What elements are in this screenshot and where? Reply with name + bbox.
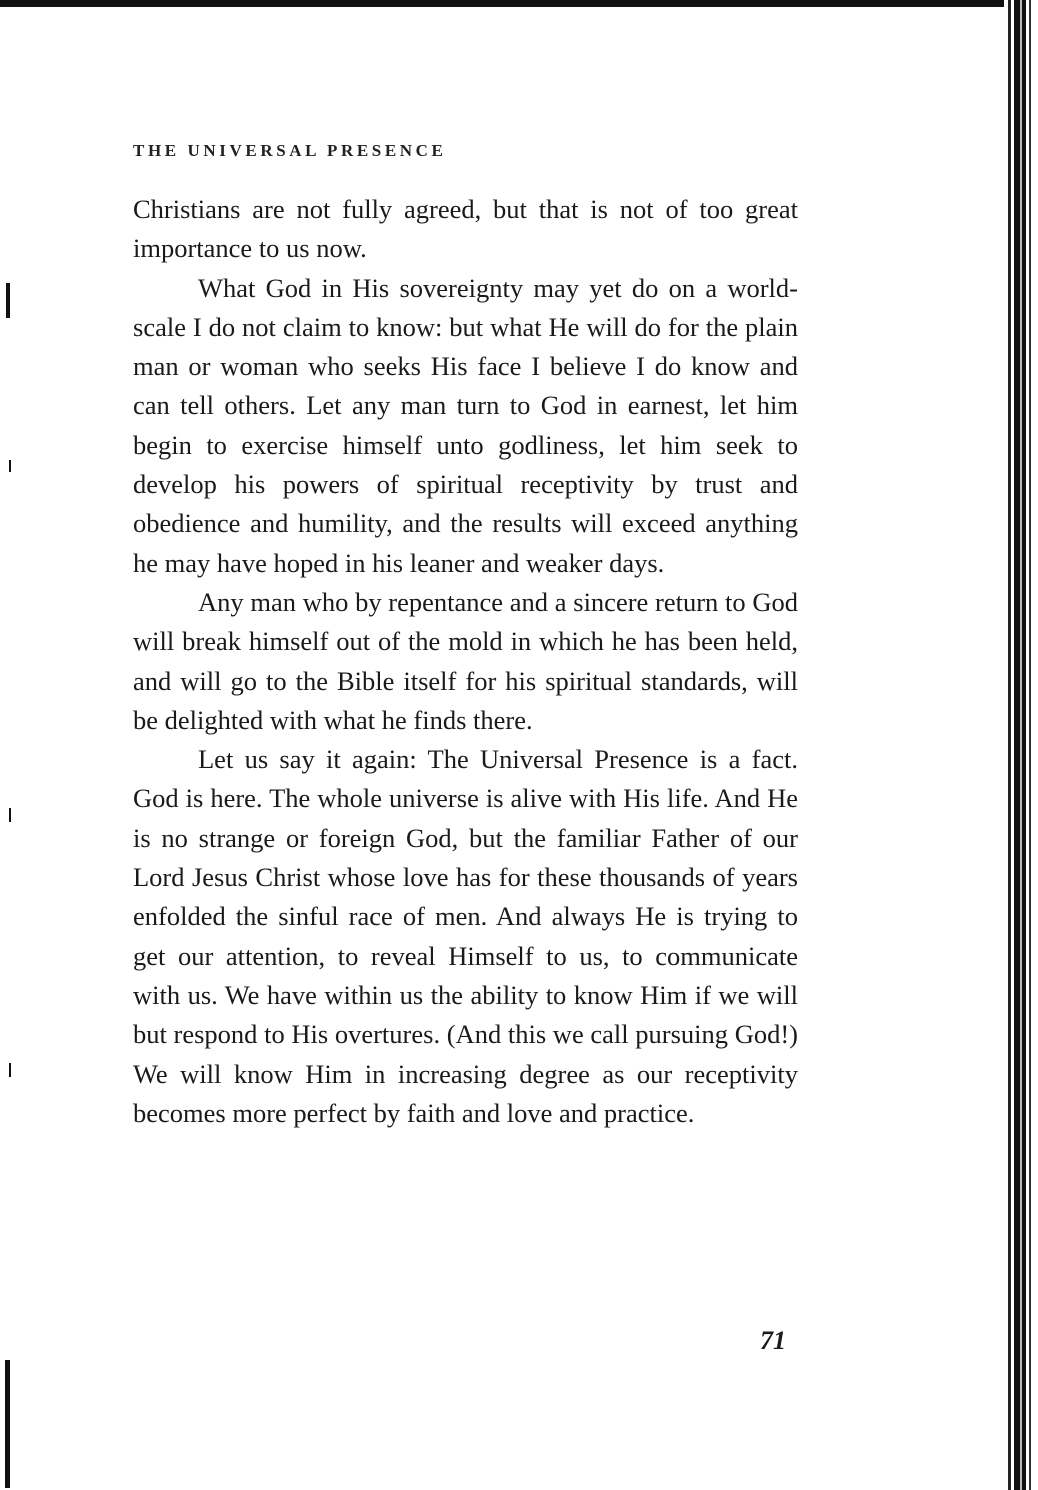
paragraph-3: Any man who by repentance and a sincere return to God will break himself out of the mold in which he has been held, and will go to the Bible itself for his spiritual standards, will be delighted with what he finds there. [133, 586, 798, 735]
scan-left-mark [9, 1063, 11, 1077]
scan-left-mark [6, 283, 10, 318]
scan-top-edge [0, 0, 1010, 7]
paragraph-2: What God in His sovereignty may yet do on a world-scale I do not claim to know: but what He will do for the plain man or woman who seeks His face I believe I do know and can tell others. Let any man turn to God in earnest, let him begin to exercise himself unto godliness, let him seek to develop his powers of spiritual receptivity by trust and obedience and humility, and the results will exceed anything he may have hoped in his leaner and weaker days. [133, 272, 798, 578]
scan-left-mark [9, 808, 11, 822]
paragraph-4: Let us say it again: The Universal Presence is a fact. God is here. The whole universe is alive with His life. And He is no strange or foreign God, but the familiar Father of our Lord Jesus Christ whose love has for these thousands of years enfolded the sinful race of men. And always He is trying to get our attention, to reveal Himself to us, to communicate with us. We have within us the ability to know Him if we will but respond to His overtures. (And this we call pursuing God!) We will know Him in increasing degree as our receptivity becomes more perfect by faith and love and practice. [133, 744, 798, 1128]
scan-left-mark [9, 460, 11, 472]
paragraph-1: Christians are not fully agreed, but that is not of too great importance to us now. [133, 194, 798, 264]
running-head: THE UNIVERSAL PRESENCE [133, 141, 447, 160]
page-number: 71 [760, 1326, 786, 1355]
scan-left-mark [5, 1360, 10, 1488]
scan-right-edge [1004, 0, 1038, 1490]
book-page [133, 136, 798, 1133]
